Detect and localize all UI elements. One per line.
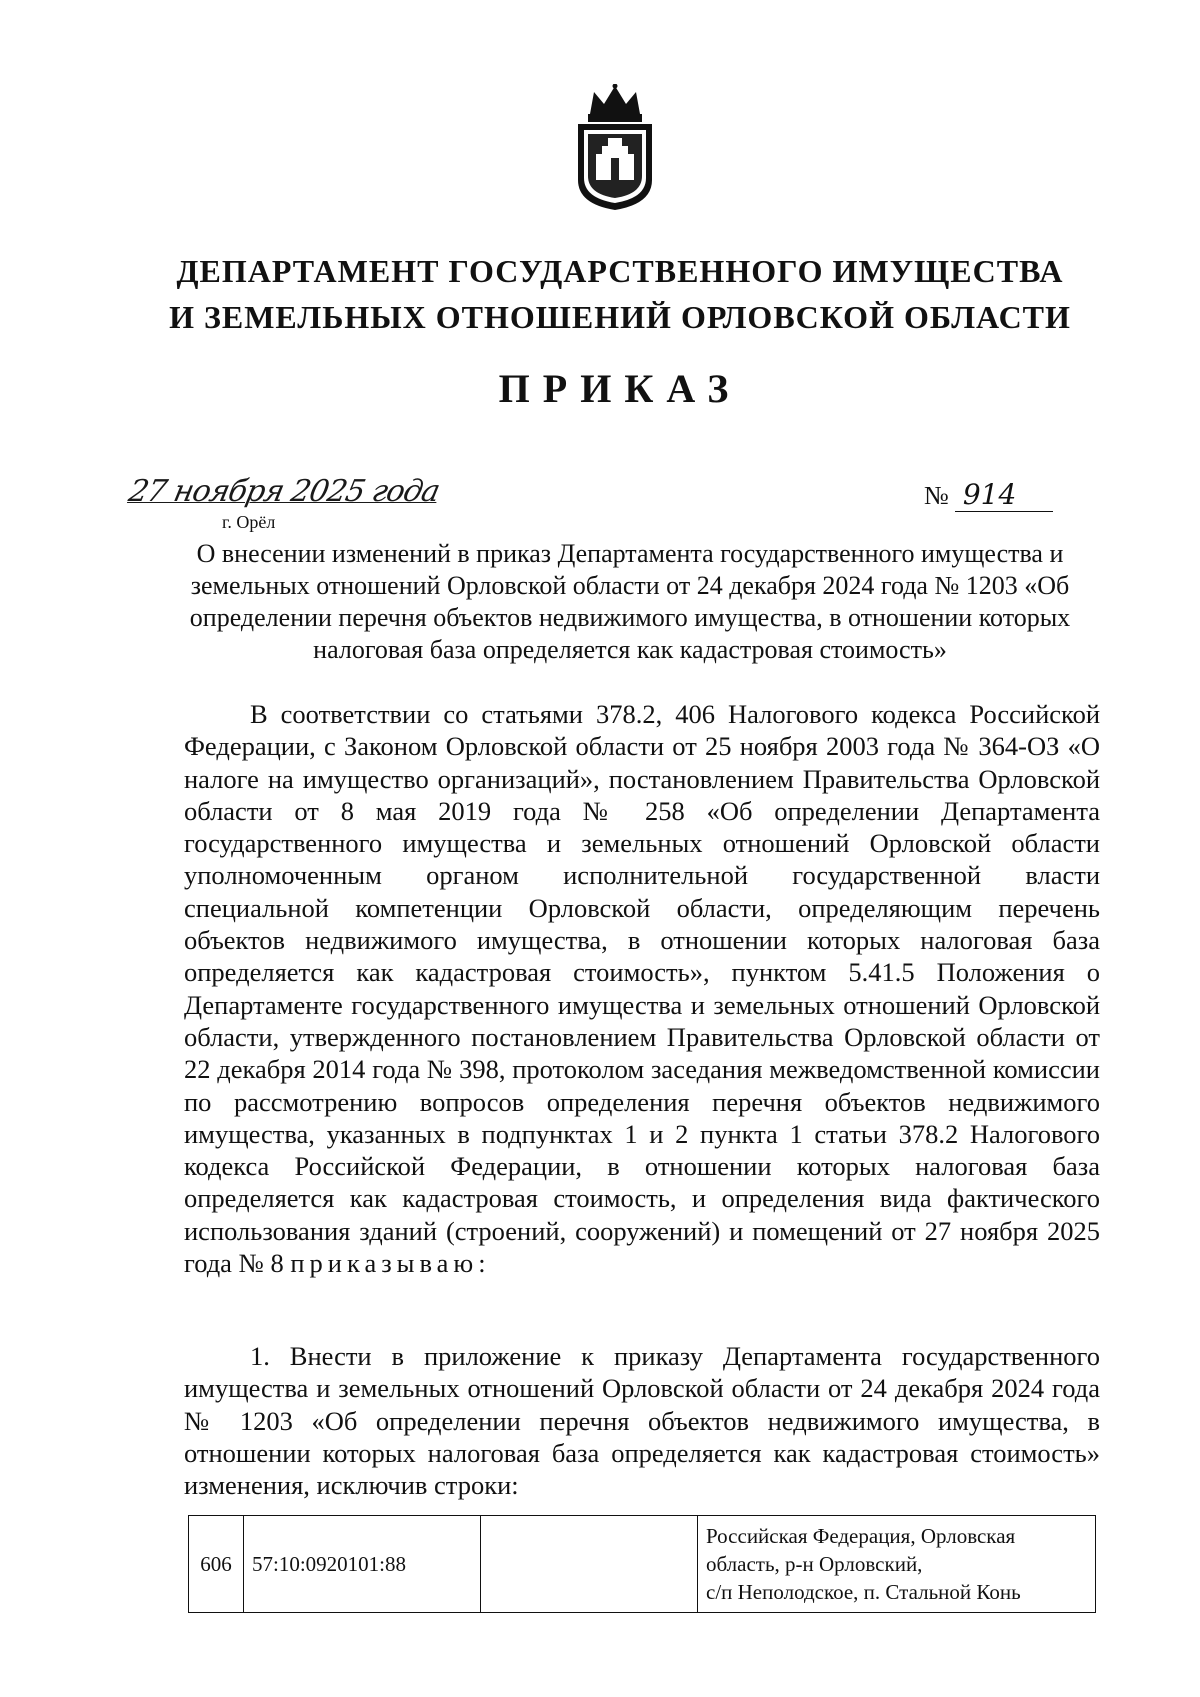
order-word: приказываю: bbox=[290, 1248, 491, 1279]
number-label: № bbox=[924, 481, 949, 510]
address-line: область, р-н Орловский, bbox=[706, 1552, 923, 1576]
document-title: О внесении изменений в приказ Департамента государственного имущества и земельных отношений Орловской области от 24 декабря 2024 года № 1203 «Об определении перечня объектов недвижимого имущества, в отношении которых налоговая база определяется как кадастровая стоимость» bbox=[189, 539, 1071, 664]
city-label: г. Орёл bbox=[222, 512, 276, 532]
item-1-paragraph bbox=[184, 1340, 1100, 1501]
number-value: 914 bbox=[955, 478, 1053, 512]
address-line: с/п Неполодское, п. Стальной Конь bbox=[706, 1580, 1021, 1604]
cadastral-number-cell: 57:10:0920101:88 bbox=[244, 1516, 481, 1613]
address-line: Российская Федерация, Орловская bbox=[706, 1524, 1016, 1548]
department-name-line2: И ЗЕМЕЛЬНЫХ ОТНОШЕНИЙ ОРЛОВСКОЙ ОБЛАСТИ bbox=[169, 299, 1071, 335]
coat-of-arms-icon bbox=[572, 84, 658, 212]
excluded-rows-table bbox=[188, 1515, 1096, 1613]
preamble-text: В соответствии со статьями 378.2, 406 Налогового кодекса Российской Федерации, с Законом Орловской области от 25 ноября 2003 года № 364-ОЗ «О налоге на имущество организаций», постановлением Правительства Орловской области от 8 мая 2019 года № 258 «Об определении Департамента государственного имущества и земельных отношений Орловской области уполномоченным органом исполнительной государственной власти специальной компетенции Орловской области, определяющим перечень объектов недвижимого имущества, в отношении которых налоговая база определяется как кадастровая стоимость», пунктом 5.41.5 Положения о Департаменте государственного имущества и земельных отношений Орловской области, утвержденного постановлением Правительства Орловской области от 22 декабря 2014 года № 398, протоколом заседания межведомственной комиссии по рассмотрению вопросов определения перечня объектов недвижимого имущества, указанных в подпунктах 1 и 2 пункта 1 статьи 378.2 Налогового кодекса Российской Федерации, в отношении которых налоговая база определяется как кадастровая стоимость, и определения вида фактического использования зданий (строений, сооружений) и помещений от 27 ноября 2025 года № 8 bbox=[184, 699, 1100, 1279]
handwritten-date: 27 ноября 2025 года bbox=[125, 474, 443, 509]
table-row bbox=[189, 1516, 1096, 1613]
preamble-paragraph bbox=[184, 698, 1100, 1279]
document-type: ПРИКАЗ bbox=[498, 366, 742, 411]
row-number-cell: 606 bbox=[189, 1516, 244, 1613]
department-name-line1: ДЕПАРТАМЕНТ ГОСУДАРСТВЕННОГО ИМУЩЕСТВА bbox=[176, 253, 1064, 289]
department-header bbox=[150, 248, 1090, 340]
order-number bbox=[924, 478, 1053, 512]
empty-cell bbox=[481, 1516, 698, 1613]
address-cell bbox=[698, 1516, 1096, 1613]
item-1-text: 1. Внести в приложение к приказу Департамента государственного имущества и земельных отношений Орловской области от 24 декабря 2024 года № 1203 «Об определении перечня объектов недвижимого имущества, в отношении которых налоговая база определяется как кадастровая стоимость» изменения, исключив строки: bbox=[184, 1341, 1100, 1501]
